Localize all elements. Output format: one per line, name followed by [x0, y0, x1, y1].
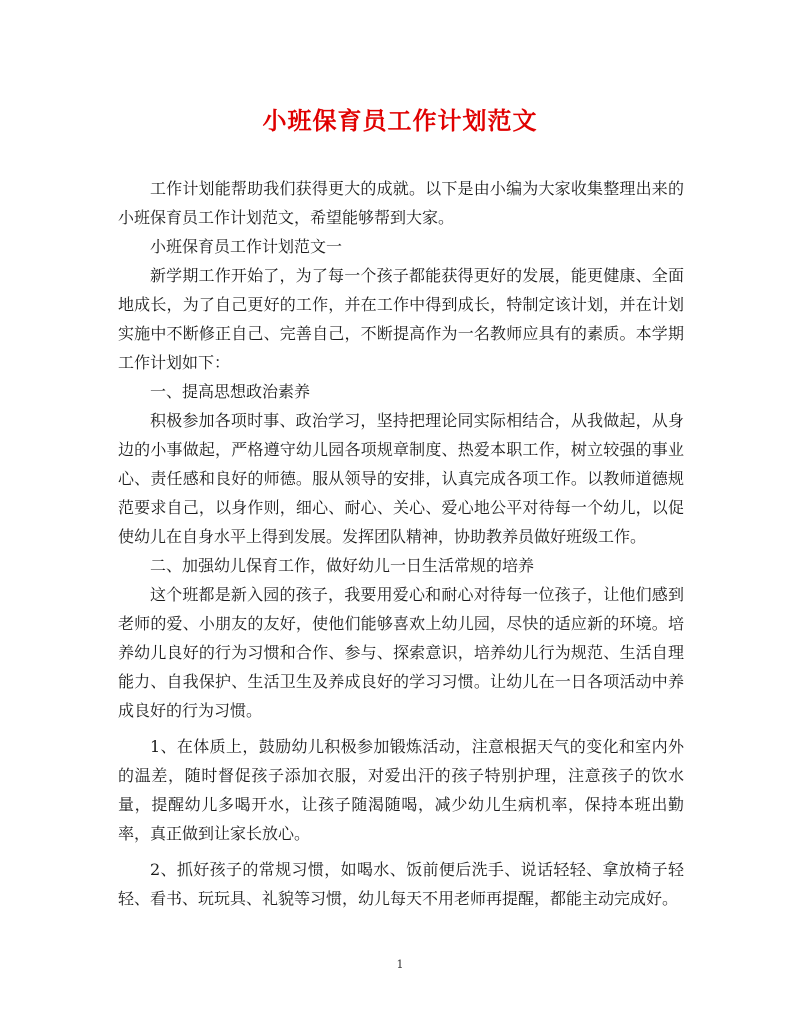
page-number: 1 [396, 958, 404, 971]
body-paragraph: 积极参加各项时事、政治学习，坚持把理论同实际相结合，从我做起，从身边的小事做起，严格遵守幼儿园各项规章制度、热爱本职工作，树立较强的事业心、责任感和良好的师德。服从领导的安排，认真完成各项工作。以教师道德规范要求自己，以身作则，细心、耐心、关心、爱心地公平对待每一个幼儿，以促使幼儿在自身水平上得到发展。发挥团队精神，协助教养员做好班级工作。 [118, 411, 684, 546]
document-title: 小班保育员工作计划范文 [262, 106, 538, 135]
document-body [118, 174, 684, 913]
numbered-item-1: 1、在体质上，鼓励幼儿积极参加锻炼活动，注意根据天气的变化和室内外的温差，随时督促孩子添加衣服，对爱出汗的孩子特别护理，注意孩子的饮水量，提醒幼儿多喝开水，让孩子随渴随喝，减少幼儿生病机率，保持本班出勤率，真正做到让家长放心。 [118, 737, 684, 843]
section-heading-political: 一、提高思想政治素养 [150, 382, 311, 401]
section-heading-care: 二、加强幼儿保育工作，做好幼儿一日生活常规的培养 [150, 556, 535, 575]
intro-paragraph: 工作计划能帮助我们获得更大的成就。以下是由小编为大家收集整理出来的小班保育员工作计划范文，希望能够帮到大家。 [118, 179, 684, 227]
section-heading-plan-one: 小班保育员工作计划范文一 [150, 237, 343, 256]
body-paragraph: 新学期工作开始了，为了每一个孩子都能获得更好的发展，能更健康、全面地成长，为了自己更好的工作，并在工作中得到成长，特制定该计划，并在计划实施中不断修正自己、完善自己，不断提高作为一名教师应具有的素质。本学期工作计划如下： [118, 266, 684, 372]
numbered-item-2: 2、抓好孩子的常规习惯，如喝水、饭前便后洗手、说话轻轻、拿放椅子轻轻、看书、玩玩具、礼貌等习惯，幼儿每天不用老师再提醒，都能主动完成好。 [118, 860, 684, 908]
body-paragraph: 这个班都是新入园的孩子，我要用爱心和耐心对待每一位孩子，让他们感到老师的爱、小朋友的友好，使他们能够喜欢上幼儿园，尽快的适应新的环境。培养幼儿良好的行为习惯和合作、参与、探索意识，培养幼儿行为规范、生活自理能力、自我保护、生活卫生及养成良好的学习习惯。让幼儿在一日各项活动中养成良好的行为习惯。 [118, 585, 684, 720]
